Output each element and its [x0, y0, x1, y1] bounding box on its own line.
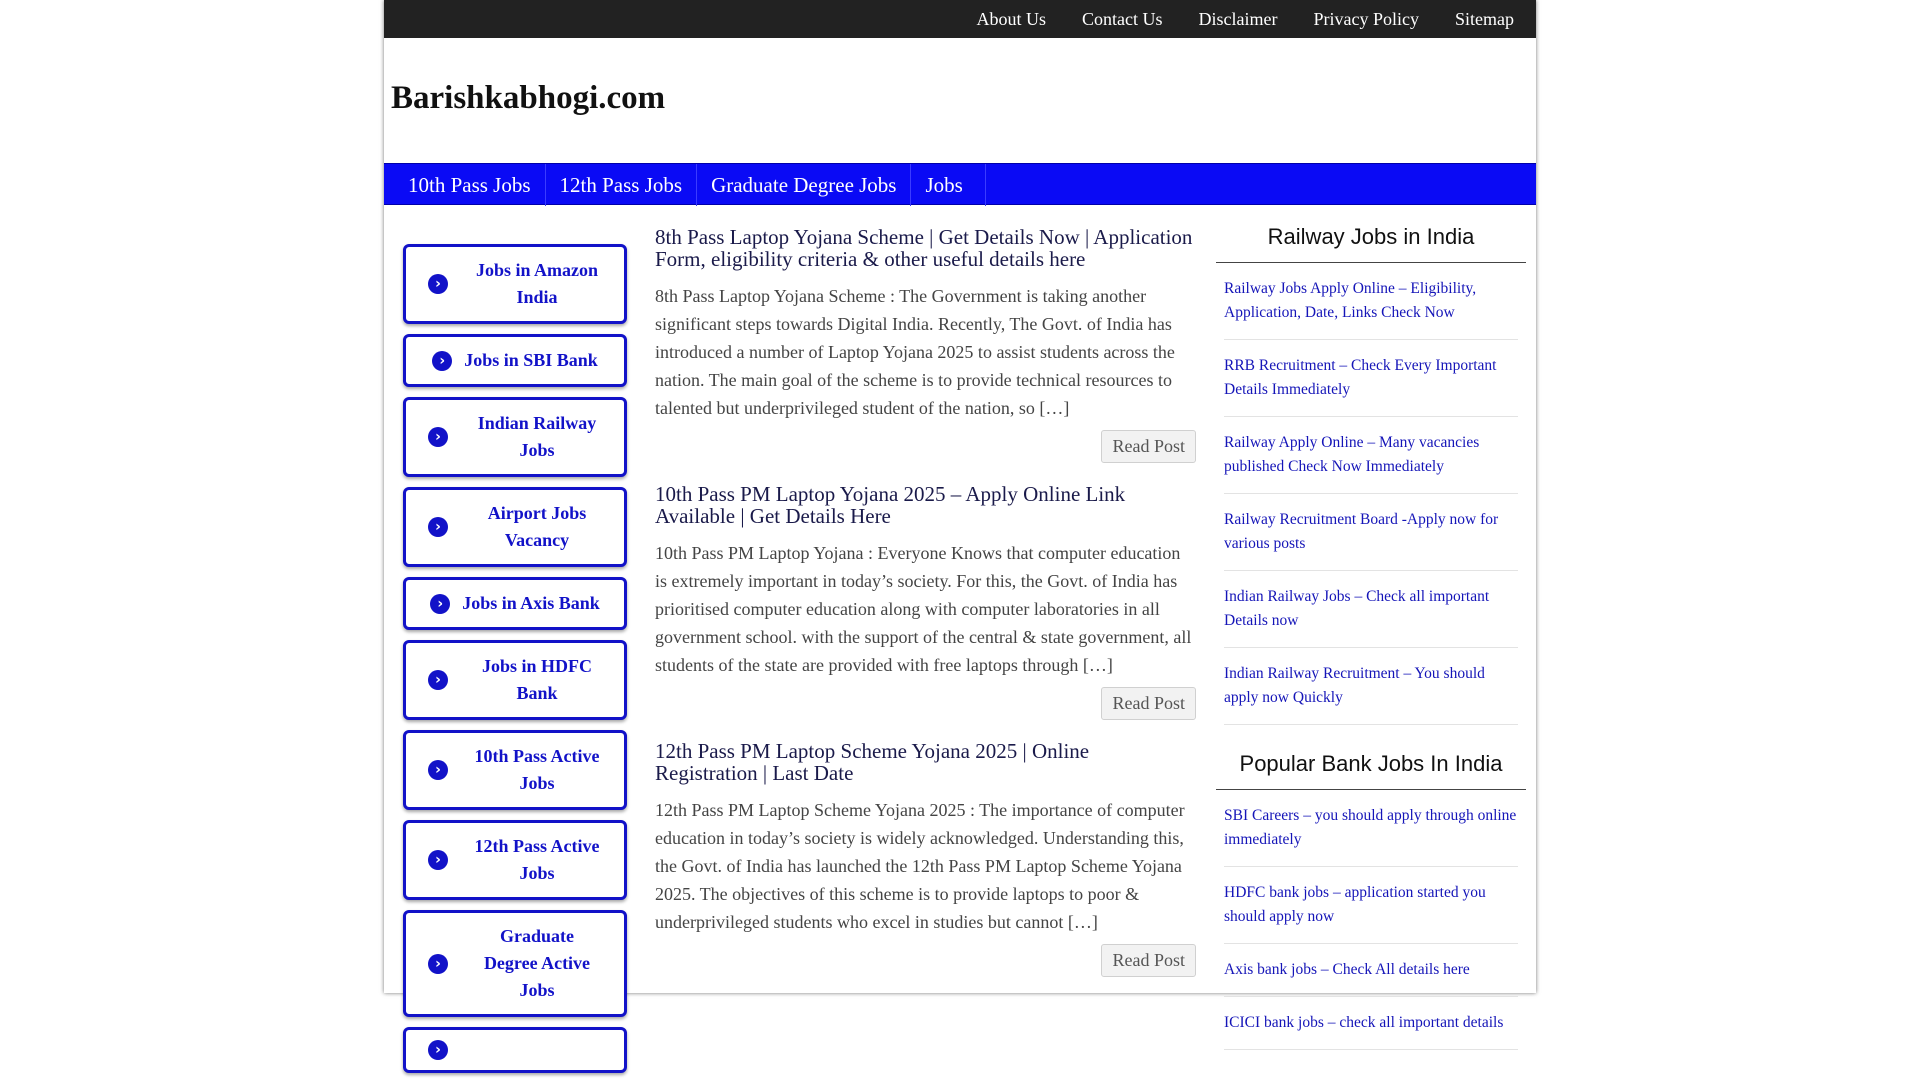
- topnav-sitemap[interactable]: Sitemap: [1455, 8, 1514, 29]
- topnav-disclaimer[interactable]: Disclaimer: [1198, 8, 1278, 29]
- post-excerpt: 8th Pass Laptop Yojana Scheme : The Government is taking another significant steps towards Digital India. Recently, The Govt. of India has introduced a number of Laptop Yojana 2025 to assist students across the nation. The main goal of the scheme is to provide technical resources to talented but underprivileged student of the nation, so […]: [655, 286, 1175, 418]
- read-post-button[interactable]: Read Post: [1101, 430, 1196, 463]
- main-navigation: [384, 163, 1536, 205]
- topnav-privacy-policy[interactable]: Privacy Policy: [1313, 8, 1419, 29]
- nav-jobs[interactable]: Jobs: [911, 164, 985, 206]
- jobs-in-axis-bank-button[interactable]: [403, 577, 627, 630]
- sidebar-link[interactable]: Railway Apply Online – Many vacancies published Check Now Immediately: [1224, 434, 1480, 475]
- chevron-right-circle-icon: ›: [428, 274, 448, 294]
- list-item: [1224, 648, 1518, 725]
- widget-title: Railway Jobs in India: [1216, 224, 1526, 263]
- button-label: Graduate Degree Active Jobs: [483, 926, 591, 1000]
- railway-jobs-widget: [1216, 224, 1526, 725]
- chevron-right-circle-icon: ›: [432, 351, 452, 371]
- chevron-right-circle-icon: ›: [428, 517, 448, 537]
- sidebar-link[interactable]: RRB Recruitment – Check Every Important Details Immediately: [1224, 357, 1497, 398]
- job-buttons-column: [403, 244, 627, 1083]
- chevron-right-circle-icon: ›: [428, 760, 448, 780]
- list-item: [1224, 571, 1518, 648]
- topnav-contact-us[interactable]: Contact Us: [1082, 8, 1163, 29]
- list-item: [1224, 263, 1518, 340]
- list-item: [1224, 494, 1518, 571]
- post-title[interactable]: 8th Pass Laptop Yojana Scheme | Get Details Now | Application Form, eligibility criteria & other useful details here: [655, 225, 1193, 271]
- sidebar-link[interactable]: Railway Jobs Apply Online – Eligibility, Application, Date, Links Check Now: [1224, 280, 1477, 321]
- 10th-pass-active-jobs-button[interactable]: [403, 730, 627, 810]
- page-container: [384, 0, 1536, 1058]
- chevron-right-circle-icon: ›: [428, 850, 448, 870]
- post-item: [655, 226, 1196, 463]
- chevron-right-circle-icon: ›: [428, 954, 448, 974]
- list-item: [1224, 340, 1518, 417]
- list-item: [1224, 944, 1518, 997]
- topnav-about-us[interactable]: About Us: [976, 8, 1047, 29]
- sidebar-link[interactable]: ICICI bank jobs – check all important details: [1224, 1014, 1504, 1031]
- site-title[interactable]: Barishkabhogi.com: [391, 80, 666, 116]
- graduate-degree-active-jobs-button[interactable]: [403, 910, 627, 1017]
- sidebar-link[interactable]: SBI Careers – you should apply through online immediately: [1224, 807, 1517, 848]
- read-post-button[interactable]: Read Post: [1101, 687, 1196, 720]
- chevron-right-circle-icon: ›: [428, 1040, 448, 1060]
- jobs-in-amazon-india-button[interactable]: [403, 244, 627, 324]
- widget-title: Popular Bank Jobs In India: [1216, 751, 1526, 790]
- list-item: [1224, 790, 1518, 867]
- sidebar: [1216, 224, 1526, 1076]
- button-label: Jobs in SBI Bank: [464, 350, 598, 370]
- sidebar-link[interactable]: Indian Railway Jobs – Check all important Details now: [1224, 588, 1490, 629]
- chevron-right-circle-icon: ›: [428, 670, 448, 690]
- more-jobs-button[interactable]: [403, 1027, 627, 1073]
- 12th-pass-active-jobs-button[interactable]: [403, 820, 627, 900]
- button-label: 12th Pass Active Jobs: [474, 836, 600, 883]
- sidebar-link[interactable]: Railway Recruitment Board -Apply now for various posts: [1224, 511, 1499, 552]
- post-excerpt: 10th Pass PM Laptop Yojana : Everyone Knows that computer education is extremely important in today’s society. For this, the Govt. of India has prioritised computer education along with computer laboratories in all government school. with the support of the central & state government, all students of the state are provided with free laptops through […]: [655, 543, 1192, 675]
- chevron-right-circle-icon: ›: [430, 594, 450, 614]
- list-item: [1224, 997, 1518, 1050]
- button-label: Airport Jobs Vacancy: [487, 503, 587, 550]
- post-list: [655, 226, 1196, 997]
- jobs-in-hdfc-bank-button[interactable]: [403, 640, 627, 720]
- list-item: [1224, 417, 1518, 494]
- post-item: [655, 483, 1196, 720]
- indian-railway-jobs-button[interactable]: [403, 397, 627, 477]
- button-label: 10th Pass Active Jobs: [474, 746, 600, 793]
- nav-graduate-degree-jobs[interactable]: Graduate Degree Jobs: [697, 164, 911, 206]
- sidebar-link[interactable]: HDFC bank jobs – application started you should apply now: [1224, 884, 1486, 925]
- list-item: [1224, 867, 1518, 944]
- nav-12th-pass-jobs[interactable]: 12th Pass Jobs: [546, 164, 698, 206]
- button-label: Jobs in Axis Bank: [462, 593, 600, 613]
- jobs-in-sbi-bank-button[interactable]: [403, 334, 627, 387]
- post-title[interactable]: 12th Pass PM Laptop Scheme Yojana 2025 | Online Registration | Last Date: [655, 739, 1090, 785]
- sidebar-link[interactable]: Indian Railway Recruitment – You should apply now Quickly: [1224, 665, 1485, 706]
- top-navigation: [384, 0, 1536, 38]
- bank-jobs-widget: [1216, 751, 1526, 1050]
- read-post-button[interactable]: Read Post: [1101, 944, 1196, 977]
- button-label: Jobs in HDFC Bank: [481, 656, 593, 703]
- airport-jobs-vacancy-button[interactable]: [403, 487, 627, 567]
- button-label: Indian Railway Jobs: [477, 413, 597, 460]
- post-title[interactable]: 10th Pass PM Laptop Yojana 2025 – Apply Online Link Available | Get Details Here: [655, 482, 1126, 528]
- nav-10th-pass-jobs[interactable]: 10th Pass Jobs: [394, 164, 546, 206]
- post-item: [655, 740, 1196, 977]
- chevron-right-circle-icon: ›: [428, 427, 448, 447]
- post-excerpt: 12th Pass PM Laptop Scheme Yojana 2025 : The importance of computer education in today’s society is widely acknowledged. Understanding this, the Govt. of India has launched the 12th Pass PM Laptop Scheme Yojana 2025. The objectives of this scheme is to provide laptops to poor & underprivileged students who excel in studies but cannot […]: [655, 800, 1185, 932]
- button-label: Jobs in Amazon India: [475, 260, 599, 307]
- sidebar-link[interactable]: Axis bank jobs – Check All details here: [1224, 961, 1470, 978]
